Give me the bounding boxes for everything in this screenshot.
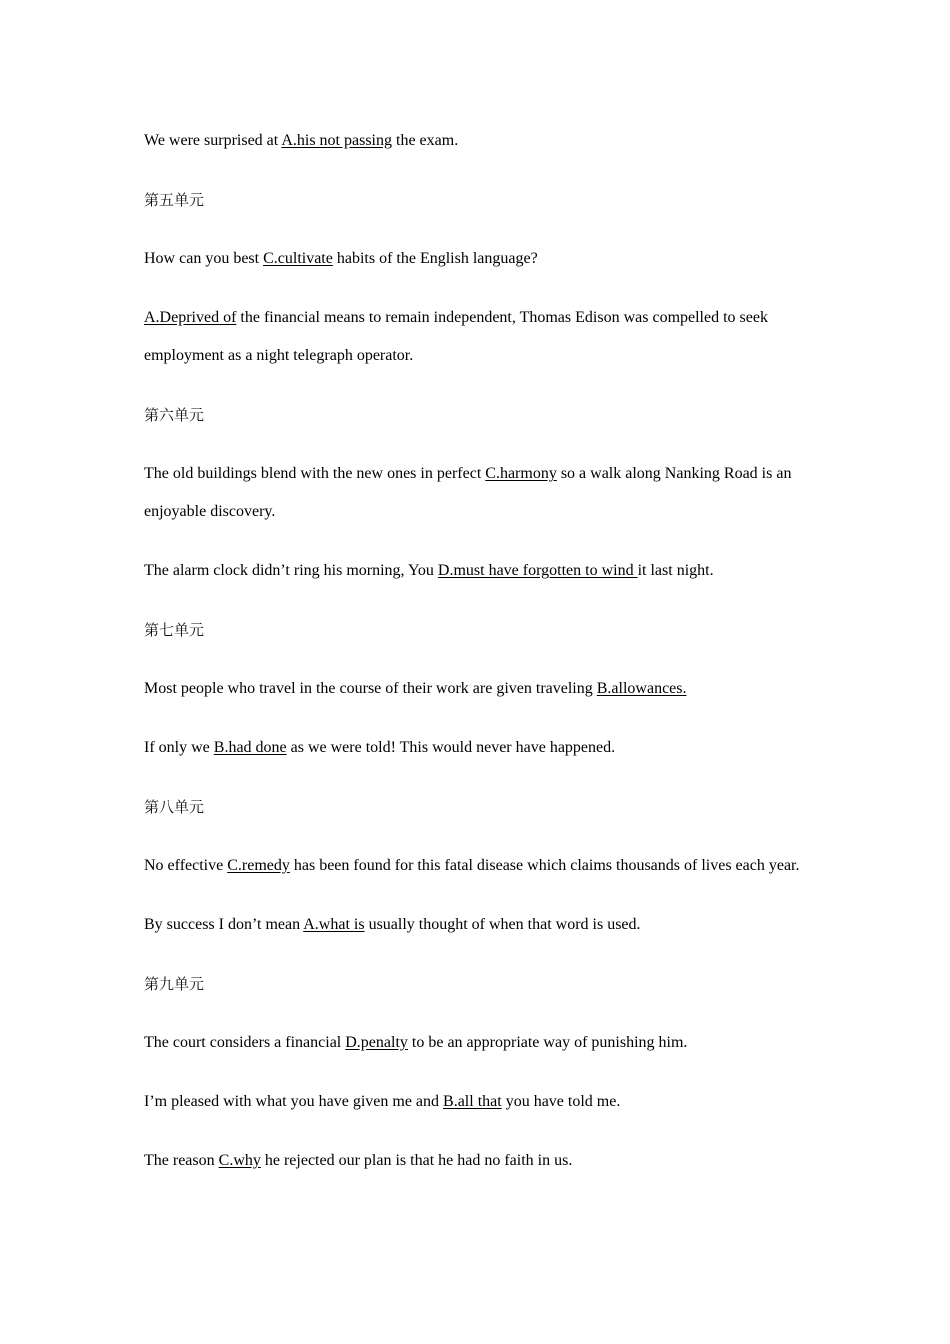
answer-text: A.Deprived of — [144, 309, 237, 326]
sentence — [144, 455, 808, 531]
sentence — [144, 240, 808, 278]
answer-text: B.allowances. — [596, 680, 687, 697]
sentence — [144, 122, 808, 160]
unit-heading: 第七单元 — [144, 621, 205, 639]
sentence-text: so a walk along Nanking Road is an enjoyable discovery. — [144, 465, 792, 520]
answer-text: D.penalty — [345, 1034, 408, 1051]
sentence-text: habits of the English language? — [332, 250, 538, 267]
sentence-text: to be an appropriate way of punishing him. — [407, 1034, 688, 1051]
sentence — [144, 729, 808, 767]
unit-heading: 第六单元 — [144, 406, 205, 424]
answer-text: A.his not passing — [281, 132, 392, 149]
answer-text: B.all that — [443, 1093, 502, 1110]
sentence — [144, 847, 808, 885]
sentence-text: The old buildings blend with the new ones in perfect — [144, 465, 486, 482]
answer-text: B.had done — [213, 739, 287, 756]
sentence-text: How can you best — [144, 250, 264, 267]
sentence — [144, 906, 808, 944]
sentence-text: usually thought of when that word is used. — [364, 916, 641, 933]
sentence-text: Most people who travel in the course of their work are given traveling — [144, 680, 597, 697]
sentence-text: By success I don’t mean — [144, 916, 304, 933]
sentence-text: If only we — [144, 739, 214, 756]
answer-text: C.remedy — [227, 857, 290, 874]
unit-heading: 第五单元 — [144, 191, 205, 209]
sentence-text: The alarm clock didn’t ring his morning, You — [144, 562, 438, 579]
sentence-text: has been found for this fatal disease which claims thousands of lives each year. — [289, 857, 800, 874]
unit-heading: 第九单元 — [144, 975, 205, 993]
sentence-text: he rejected our plan is that he had no faith in us. — [260, 1152, 573, 1169]
sentence-text: the financial means to remain independent, Thomas Edison was compelled to seek employment as a night telegraph operator. — [144, 309, 768, 364]
answer-text: A.what is — [303, 916, 365, 933]
sentence — [144, 552, 808, 590]
sentence — [144, 1083, 808, 1121]
sentence-text: as we were told! This would never have happened. — [286, 739, 616, 756]
sentence — [144, 1142, 808, 1180]
sentence — [144, 299, 808, 375]
sentence-text: We were surprised at — [144, 132, 282, 149]
unit-heading: 第八单元 — [144, 798, 205, 816]
sentence-text: The reason — [144, 1152, 219, 1169]
sentence — [144, 1024, 808, 1062]
sentence-text: No effective — [144, 857, 228, 874]
sentence-text: The court considers a financial — [144, 1034, 346, 1051]
answer-text: C.harmony — [485, 465, 557, 482]
document-body — [144, 122, 808, 1201]
sentence-text: the exam. — [392, 132, 459, 149]
sentence-text: it last night. — [637, 562, 714, 579]
sentence-text: you have told me. — [501, 1093, 621, 1110]
answer-text: D.must have forgotten to wind — [437, 562, 638, 579]
answer-text: C.cultivate — [263, 250, 333, 267]
answer-text: C.why — [218, 1152, 261, 1169]
sentence — [144, 670, 808, 708]
sentence-text: I’m pleased with what you have given me and — [144, 1093, 444, 1110]
